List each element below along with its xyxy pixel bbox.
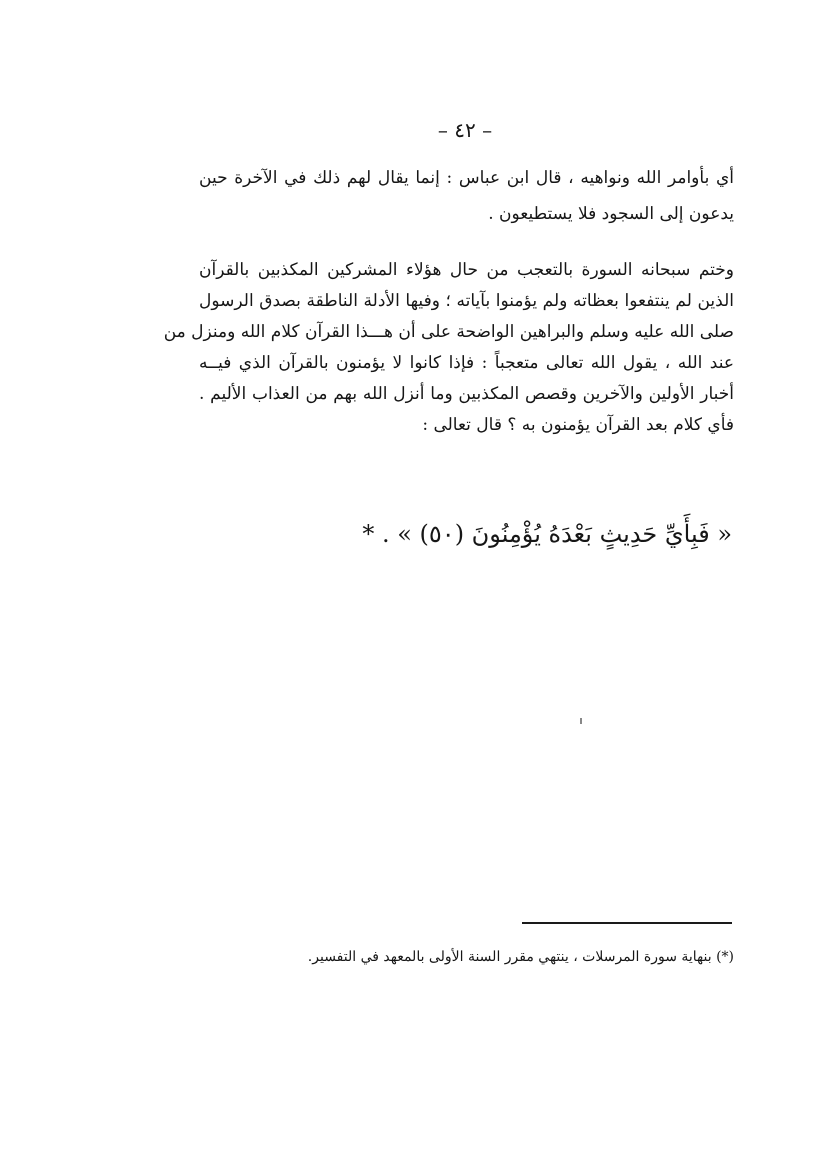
paragraph2-line-1: وختم سبحانه السورة بالتعجب من حال هؤلاء المشركين المكذبين بالقرآن xyxy=(199,260,734,280)
paragraph2-line-6: فأي كلام بعد القرآن يؤمنون به ؟ قال تعالى : xyxy=(422,415,734,435)
paragraph2-line-4: عند الله ، يقول الله تعالى متعجباً : فإذا كانوا لا يؤمنون بالقرآن الذي فيــه xyxy=(199,353,734,373)
footnote: (*) بنهاية سورة المرسلات ، ينتهي مقرر السنة الأولى بالمعهد في التفسير. xyxy=(307,949,734,965)
paragraph2-line-5: أخبار الأولين والآخرين وقصص المكذبين وما أنزل الله بهم من العذاب الأليم . xyxy=(199,384,734,404)
scan-speck xyxy=(580,718,582,724)
quran-verse: « فَبِأَيِّ حَدِيثٍ بَعْدَهُ يُؤْمِنُونَ (٥٠) » . * xyxy=(362,520,732,548)
paragraph1-line-1: أي بأوامر الله ونواهيه ، قال ابن عباس : إنما يقال لهم ذلك في الآخرة حين xyxy=(199,168,734,188)
page-number: – ٤٢ – xyxy=(437,118,493,142)
paragraph1-line-2: يدعون إلى السجود فلا يستطيعون . xyxy=(488,204,734,224)
footnote-divider xyxy=(522,922,732,924)
paragraph2-line-3: صلى الله عليه وسلم والبراهين الواضحة على أن هـــذا القرآن كلام الله ومنزل من xyxy=(163,322,734,342)
paragraph2-line-2: الذين لم ينتفعوا بعظاته ولم يؤمنوا بآياته ؛ وفيها الأدلة الناطقة بصدق الرسول xyxy=(199,291,734,311)
